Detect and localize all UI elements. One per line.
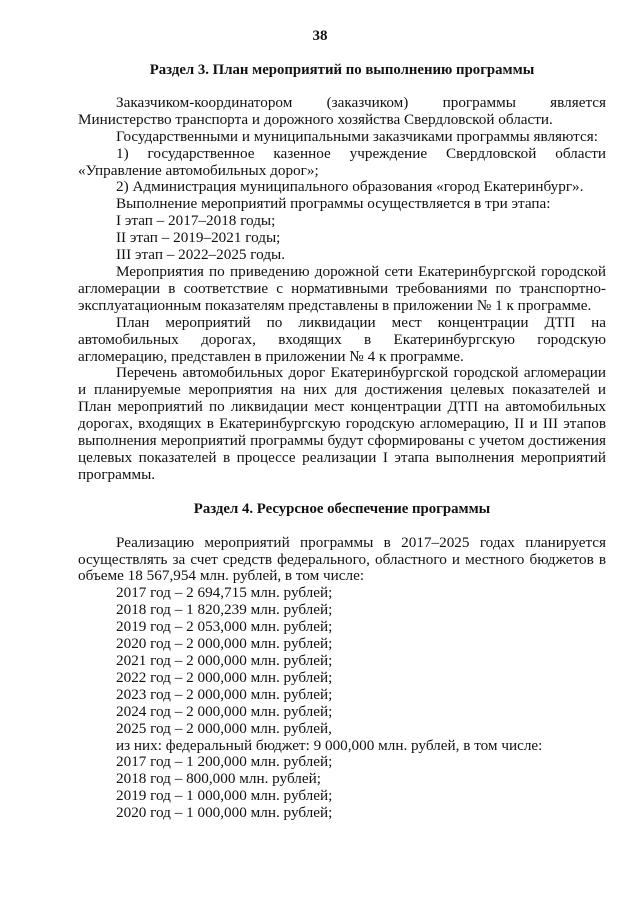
total-funding-year-line: 2021 год – 2 000,000 млн. рублей; <box>116 652 333 669</box>
document-body <box>78 62 606 822</box>
coordinator-paragraph: Заказчиком-координатором (заказчиком) программы является Министерство транспорта и дорожного хозяйства Свердловской области. <box>78 93 606 128</box>
federal-funding-year-line: 2020 год – 1 000,000 млн. рублей; <box>116 804 333 822</box>
stages-intro-paragraph: Выполнение мероприятий программы осуществляется в три этапа: <box>116 195 551 213</box>
section-4-title: Раздел 4. Ресурсное обеспечение программы <box>193 500 491 517</box>
customer-2-paragraph: 2) Администрация муниципального образования «город Екатеринбург». <box>116 178 584 196</box>
total-funding-year-line: 2025 год – 2 000,000 млн. рублей, <box>116 719 332 737</box>
total-funding-year-line: 2018 год – 1 820,239 млн. рублей; <box>116 601 333 619</box>
measures-paragraph: Мероприятия по приведению дорожной сети Екатеринбургской городской агломерации в соответствие с нормативными требованиями по транспортно-эксплуатационным показателям представлены в приложении № 1 к программе. <box>78 262 606 314</box>
page-number: 38 <box>312 28 328 44</box>
total-funding-year-line: 2017 год – 2 694,715 млн. рублей; <box>116 584 333 602</box>
plan-paragraph: План мероприятий по ликвидации мест концентрации ДТП на автомобильных дорогах, входящих в Екатеринбургскую городскую агломерацию, представлен в приложении № 4 к программе. <box>78 313 606 365</box>
federal-funding-year-line: 2017 год – 1 200,000 млн. рублей; <box>116 753 333 771</box>
section-3-title: Раздел 3. План мероприятий по выполнению программы <box>149 62 535 78</box>
total-funding-year-line: 2023 год – 2 000,000 млн. рублей; <box>116 685 333 703</box>
stage-1-line: I этап – 2017–2018 годы; <box>116 212 276 230</box>
customers-intro-paragraph: Государственными и муниципальными заказчиками программы являются: <box>116 127 598 145</box>
customer-1-paragraph: 1) государственное казенное учреждение Свердловской области «Управление автомобильных дорог»; <box>78 144 606 179</box>
total-funding-year-line: 2024 год – 2 000,000 млн. рублей; <box>116 702 333 720</box>
total-funding-year-line: 2022 год – 2 000,000 млн. рублей; <box>116 668 333 686</box>
roads-list-paragraph: Перечень автомобильных дорог Екатеринбургской городской агломерации и планируемые мероприятия на них для достижения целевых показателей и План мероприятий по ликвидации мест концентрации ДТП на автомобильных дорогах, входящих в Екатеринбургскую городскую агломерацию, II и III этапов выполнения мероприятий программы будут сформированы с учетом достижения целевых показателей в процессе реализации I этапа выполнения мероприятий программы. <box>78 364 606 483</box>
federal-funding-year-line: 2019 год – 1 000,000 млн. рублей; <box>116 787 333 805</box>
funding-paragraph: Реализацию мероприятий программы в 2017–2025 годах планируется осуществлять за счет средств федерального, областного и местного бюджетов в объеме 18 567,954 млн. рублей, в том числе: <box>78 533 606 585</box>
total-funding-year-line: 2019 год – 2 053,000 млн. рублей; <box>116 618 333 636</box>
total-funding-list <box>78 585 606 737</box>
stage-2-line: II этап – 2019–2021 годы; <box>116 229 281 247</box>
total-funding-year-line: 2020 год – 2 000,000 млн. рублей; <box>116 635 333 653</box>
federal-funding-year-line: 2018 год – 800,000 млн. рублей; <box>116 770 321 788</box>
federal-budget-intro: из них: федеральный бюджет: 9 000,000 млн. рублей, в том числе: <box>116 736 543 754</box>
stage-3-line: III этап – 2022–2025 годы. <box>116 246 286 264</box>
federal-funding-list <box>78 754 606 822</box>
